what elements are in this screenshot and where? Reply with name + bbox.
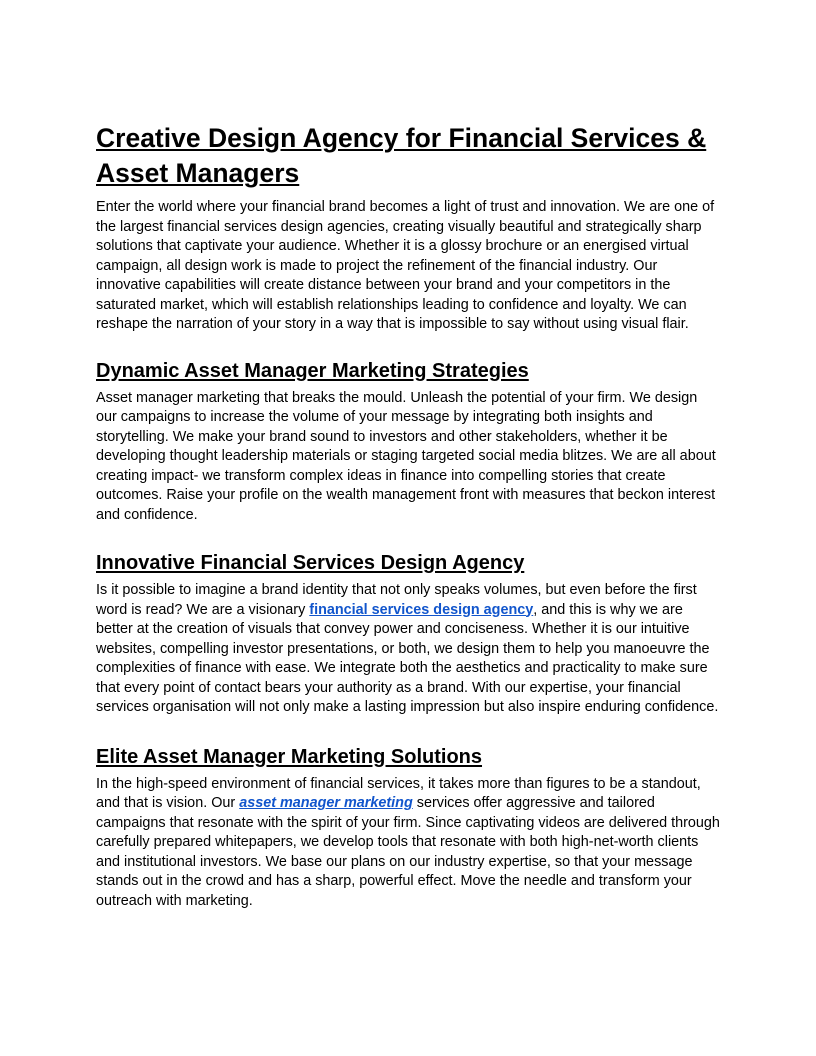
section-body-elite-marketing [96, 775, 720, 912]
spacer [96, 718, 720, 744]
financial-services-design-agency-link[interactable]: financial services design agency [309, 601, 534, 618]
section-body-dynamic-marketing: Asset manager marketing that breaks the mould. Unleash the potential of your firm. We design our campaigns to increase the volume of your message by integrating both insights and storytelling. We make your brand sound to investors and other stakeholders, whether it be developing thought leadership materials or staging targeted social media blitzes. We are all about creating impact- we transform complex ideas in finance into compelling stories that create outcomes. Raise your profile on the wealth management front with measures that beckon interest and confidence. [96, 389, 716, 523]
intro-paragraph: Enter the world where your financial brand becomes a light of trust and innovation. We are one of the largest financial services design agencies, creating visually beautiful and strategically sharp solutions that captivate your audience. Whether it is a glossy brochure or an energised virtual campaign, all design work is made to project the refinement of the financial industry. Our innovative capabilities will create distance between your brand and your competitors in the saturated market, which will establish relationships leading to confidence and loyalty. We can reshape the narration of your story in a way that is impossible to say without using visual flair. [96, 199, 715, 332]
page-title: Creative Design Agency for Financial Services & Asset Managers [96, 123, 707, 188]
body-text: Is it possible to imagine a brand identity that not only speaks volumes, but even before the first word is read? We are a visionary [96, 582, 697, 618]
section-heading-dynamic-marketing: Dynamic Asset Manager Marketing Strategies [96, 359, 529, 382]
body-text: services offer aggressive and tailored campaigns that resonate with the spirit of your firm. Since captivating videos are delivered through carefully prepared whitepapers, we develop tools that resonate with both high-net-worth clients and institutional investors. We base our plans on our industry expertise, so that your message stands out in the crowd and has a sharp, powerful effect. Move the needle and transform your outreach with marketing. [96, 795, 720, 909]
spacer [96, 335, 720, 358]
asset-manager-marketing-link[interactable]: asset manager marketing [239, 795, 413, 811]
body-text: , and this is why we are better at the creation of visuals that convey power and conciseness. Whether it is our intuitive websites, compelling investor presentations, or both, we design them to help you manoeuvre the complexities of finance with ease. We integrate both the aesthetics and practicality to make sure that every point of contact bears your authority as a brand. With our expertise, your financial services organisation will not only make a lasting impression but also inspire enduring confidence. [96, 601, 719, 715]
section-body-design-agency [96, 581, 720, 718]
section-heading-elite-marketing: Elite Asset Manager Marketing Solutions [96, 745, 483, 768]
spacer [96, 525, 720, 550]
document-page [96, 121, 720, 911]
body-text: In the high-speed environment of financial services, it takes more than figures to be a standout, and that is vision. Our [96, 775, 701, 811]
section-heading-design-agency: Innovative Financial Services Design Agency [96, 552, 525, 574]
